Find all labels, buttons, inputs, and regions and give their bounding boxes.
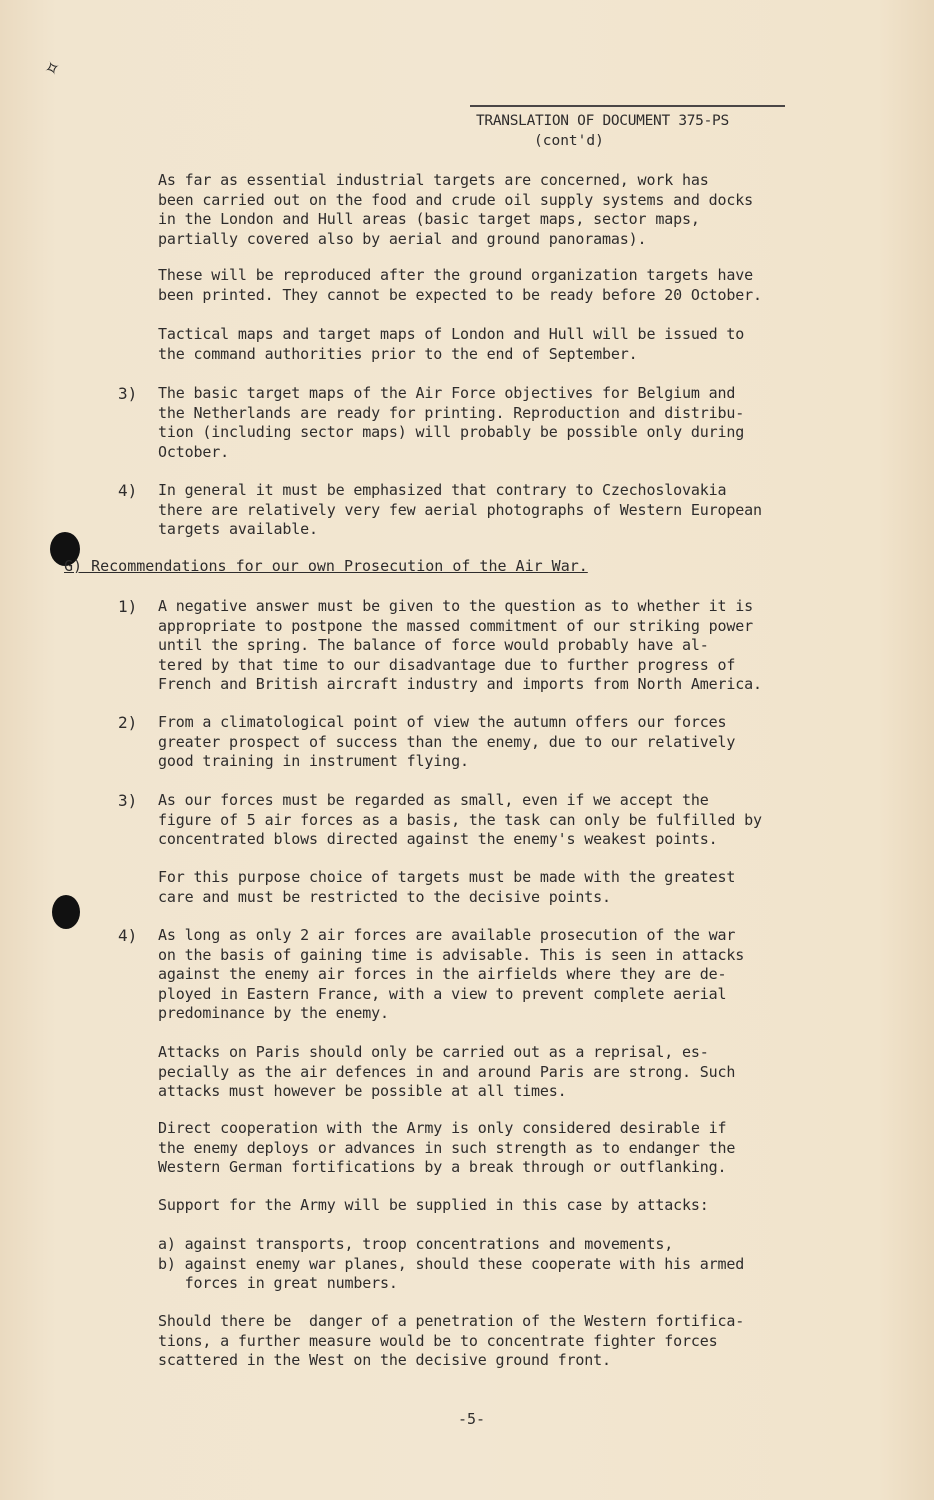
item-4-text: In general it must be emphasized that contrary to Czechoslovakia there are relatively very few aerial photographs of Western European targets available. [158,481,762,539]
g-item-number-3: 3) [118,791,138,810]
g-item-number-1: 1) [118,597,138,616]
page-number: -5- [458,1410,486,1428]
support-list: a) against transports, troop concentrations and movements, b) against enemy war planes, should these cooperate with his armed forces in great numbers. [158,1235,745,1293]
item-number-3: 3) [118,384,138,403]
punch-hole-bottom [52,895,80,929]
paragraph-reproduction: These will be reproduced after the ground organization targets have been printed. They cannot be expected to be ready before 20 October. [158,266,762,304]
section-heading-g: G) Recommendations for our own Prosecution of the Air War. [64,557,588,575]
item-3-text: The basic target maps of the Air Force objectives for Belgium and the Netherlands are ready for printing. Reproduction and distribu- tion (including sector maps) will probably be possible only during October. [158,384,745,461]
header-rule [470,105,785,107]
document-title: TRANSLATION OF DOCUMENT 375-PS [476,113,729,129]
paragraph-army-support: Support for the Army will be supplied in this case by attacks: [158,1196,709,1214]
item-number-4: 4) [118,481,138,500]
g-item-3-followup: For this purpose choice of targets must be made with the greatest care and must be restricted to the decisive points. [158,868,736,906]
g-item-number-2: 2) [118,713,138,732]
g-item-4-text: As long as only 2 air forces are available prosecution of the war on the basis of gaining time is advisable. This is seen in attacks against the enemy air forces in the airfields where they are de- ployed in Eastern France, with a view to prevent complete aerial predominance by the enemy. [158,926,745,1023]
g-item-3-text: As our forces must be regarded as small, even if we accept the figure of 5 air forces as a basis, the task can only be fulfilled by concentrated blows directed against the enemy's weakest points. [158,791,762,849]
continued-label: (cont'd) [534,133,604,149]
paragraph-industrial-targets: As far as essential industrial targets are concerned, work has been carried out on the food and crude oil supply systems and docks in the London and Hull areas (basic target maps, sector maps, partially covered also by aerial and ground panoramas). [158,171,754,248]
g-item-number-4: 4) [118,926,138,945]
paragraph-penetration: Should there be danger of a penetration of the Western fortifica- tions, a further measure would be to concentrate fighter forces scattered in the West on the decisive ground front. [158,1312,745,1370]
paragraph-attacks-on-paris: Attacks on Paris should only be carried out as a reprisal, es- pecially as the air defences in and around Paris are strong. Such attacks must however be possible at all times. [158,1043,736,1101]
paragraph-army-cooperation: Direct cooperation with the Army is only considered desirable if the enemy deploys or advances in such strength as to endanger the Western German fortifications by a break through or outflanking. [158,1119,736,1177]
paragraph-tactical-maps: Tactical maps and target maps of London and Hull will be issued to the command authorities prior to the end of September. [158,325,745,363]
ink-mark: ✧ [39,50,65,84]
g-item-2-text: From a climatological point of view the autumn offers our forces greater prospect of success than the enemy, due to our relatively good training in instrument flying. [158,713,736,771]
document-header [470,105,785,151]
g-item-1-text: A negative answer must be given to the question as to whether it is appropriate to postpone the massed commitment of our striking power until the spring. The balance of force would probably have al- tered by that time to our disadvantage due to further progress of French and British aircraft industry and imports from North America. [158,597,762,694]
